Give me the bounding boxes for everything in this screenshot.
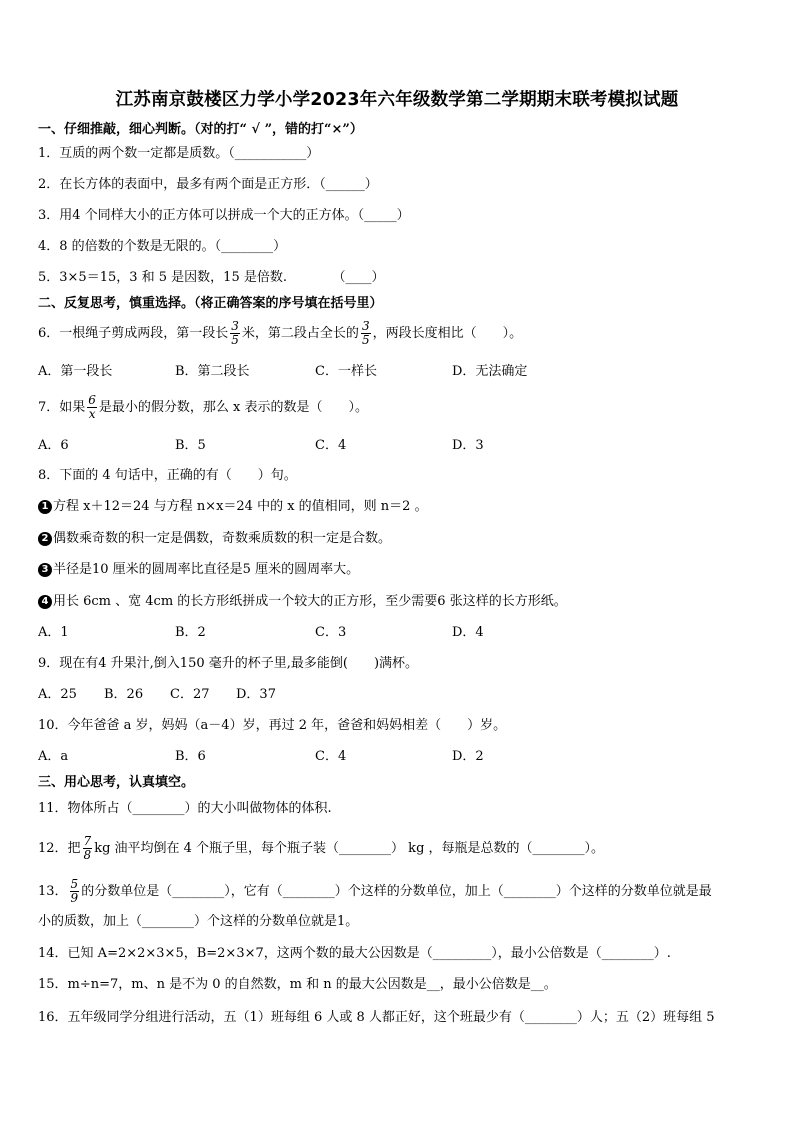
fraction-6-x: $\frac{6}{x}$ [88,393,96,421]
statement-text: 半径是10 厘米的圆周率比直径是5 厘米的圆周率大。 [53,562,360,577]
option-d: D．2 [452,749,484,764]
circled-number-2: 2 [38,532,52,546]
option-c: C．一样长 [315,364,377,379]
question-7-text-a: 7．如果 [38,400,86,415]
statement-text: 偶数乘奇数的积一定是偶数，奇数乘质数的积一定是合数。 [53,531,392,546]
question-15: 15．m÷n=7，m、n 是不为 0 的自然数，m 和 n 的最大公因数是__，最小公倍数是__。 [38,977,557,992]
option-d: D．37 [236,687,276,702]
page-title: 江苏南京鼓楼区力学小学2023年六年级数学第二学期期末联考模拟试题 [115,90,679,110]
fraction-3-5-b: $\frac{3}{5}$ [361,319,370,347]
option-b: B．26 [104,687,144,702]
statement-2 [38,530,391,548]
section-2-heading: 二、反复思考，慎重选择。（将正确答案的序号填在括号里） [38,296,383,311]
question-12 [38,835,604,862]
fraction-7-8: $\frac{7}{8}$ [83,834,92,862]
option-d: D．无法确定 [452,364,528,379]
option-a: A．第一段长 [38,364,113,379]
option-c: C．4 [315,438,347,453]
fraction-5-9: $\frac{5}{9}$ [70,877,79,905]
section-3-heading: 三、用心思考，认真填空。 [38,775,195,790]
question-14: 14．已知 A=2×2×3×5，B=2×3×7，这两个数的最大公因数是（_________），最小公倍数是（________）. [38,946,671,961]
option-d: D．3 [452,438,484,453]
question-13-text-a: 13． [38,884,68,899]
question-6-text-c: ，两段长度相比（ ）。 [372,326,523,341]
option-d: D．4 [452,625,484,640]
question-11: 11．物体所占（________）的大小叫做物体的体积. [38,801,332,816]
question-7 [38,394,368,421]
option-b: B．第二段长 [175,364,250,379]
question-9: 9．现在有4 升果汁,倒入150 毫升的杯子里,最多能倒( )满杯。 [38,656,419,671]
circled-number-4: 4 [38,595,52,609]
question-12-text-b: kg 油平均倒在 4 个瓶子里，每个瓶子装（________） kg ，每瓶是总数的（________）。 [94,841,605,856]
question-7-text-b: 是最小的假分数，那么 x 表示的数是（ ）。 [98,400,369,415]
option-c: C．27 [170,687,210,702]
question-8: 8．下面的 4 句话中，正确的有（ ）句。 [38,468,297,483]
option-a: A．1 [38,625,69,640]
question-13-continued: 小的质数，加上（________）个这样的分数单位就是1。 [38,914,359,929]
statement-4 [38,593,567,611]
question-13 [38,878,712,905]
statement-text: 用长 6cm 、宽 4cm 的长方形纸拼成一个较大的正方形，至少需要6 张这样的长方形纸。 [53,594,567,609]
question-6-text-b: 米，第二段占全长的 [241,326,359,341]
question-16: 16．五年级同学分组进行活动，五（1）班每组 6 人或 8 人都正好，这个班最少有（________）人；五（2）班每组 5 [38,1010,715,1025]
fraction-3-5: $\frac{3}{5}$ [231,319,239,347]
question-2: 2．在长方体的表面中，最多有两个面是正方形．（______） [38,177,378,192]
question-5: 5．3×5＝15，3 和 5 是因数，15 是倍数. （____） [38,270,385,285]
question-4: 4．8 的倍数的个数是无限的。（________） [38,239,287,254]
statement-text: 方程 x＋12＝24 与方程 n×x＝24 中的 x 的值相同，则 n＝2 。 [53,499,428,514]
question-1: 1．互质的两个数一定都是质数。（___________） [38,146,320,161]
option-b: B．6 [175,749,206,764]
section-1-heading: 一、仔细推敲，细心判断。（对的打“ √ ”，错的打“×”） [38,122,363,137]
question-6-text-a: 6．一根绳子剪成两段，第一段长 [38,326,229,341]
option-c: C．3 [315,625,347,640]
question-10: 10．今年爸爸 a 岁，妈妈（a－4）岁，再过 2 年，爸爸和妈妈相差（ ）岁。 [38,718,507,733]
question-13-text-b: 的分数单位是（________），它有（________）个这样的分数单位，加上（________）个这样的分数单位就是最 [81,884,712,899]
option-a: A．25 [38,687,77,702]
circled-number-1: 1 [38,500,52,514]
statement-1 [38,498,428,516]
option-a: A．a [38,749,69,764]
option-c: C．4 [315,749,347,764]
option-a: A．6 [38,438,69,453]
option-b: B．5 [175,438,206,453]
question-12-text-a: 12．把 [38,841,81,856]
circled-number-3: 3 [38,563,52,577]
question-3: 3．用4 个同样大小的正方体可以拼成一个大的正方体。（_____） [38,208,410,223]
question-6 [38,320,522,347]
statement-3 [38,561,359,579]
option-b: B．2 [175,625,206,640]
